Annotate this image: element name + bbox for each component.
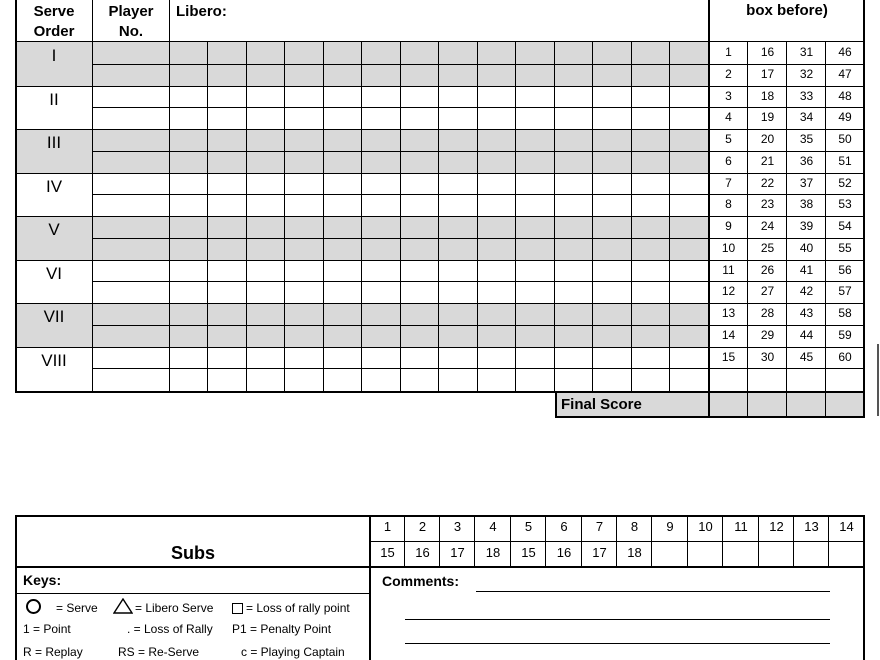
score-number: 22	[760, 175, 775, 190]
score-number: 12	[721, 284, 736, 299]
player-no-header-line1: Player	[108, 3, 154, 20]
score-grid-line	[709, 325, 864, 326]
score-number: 56	[838, 262, 852, 277]
grid-line	[477, 42, 478, 392]
grid-line	[93, 151, 709, 152]
subs-grid-line	[616, 515, 617, 567]
grid-line	[16, 216, 709, 217]
score-number: 6	[725, 153, 732, 168]
serve-order-label: I	[51, 46, 57, 65]
score-grid-line	[709, 151, 864, 152]
subs-number: 17	[450, 545, 465, 560]
grid-line	[207, 42, 208, 392]
score-number: 20	[760, 132, 775, 146]
subs-number: 16	[415, 545, 430, 560]
subs-number: 3	[453, 519, 462, 534]
header-divider	[92, 0, 93, 42]
subs-grid-line	[439, 515, 440, 567]
score-number: 32	[799, 66, 814, 81]
subs-number: 4	[489, 519, 497, 534]
subs-left-border	[15, 515, 17, 660]
subs-grid-line	[758, 515, 759, 567]
score-number: 1	[725, 45, 732, 59]
score-number: 19	[760, 110, 775, 125]
grid-line	[16, 173, 709, 174]
sheet-bottom-border	[15, 391, 865, 393]
serve-order-header	[16, 2, 92, 42]
keys-line	[16, 593, 370, 594]
grid-line	[669, 42, 670, 392]
score-number: 58	[838, 306, 852, 320]
score-number: 47	[838, 66, 852, 81]
square-icon	[232, 603, 243, 614]
score-number: 54	[838, 219, 852, 233]
subs-number: 14	[839, 519, 854, 534]
header-divider	[169, 0, 170, 42]
score-number: 46	[838, 45, 852, 59]
score-number: 42	[799, 284, 814, 299]
serve-order-header-line1: Serve	[33, 3, 75, 20]
grid-line	[16, 129, 709, 130]
score-number: 18	[760, 88, 775, 103]
final-score-border	[555, 392, 557, 418]
serve-order-label: II	[49, 89, 59, 109]
score-grid-line	[709, 238, 864, 239]
libero-label: Libero:	[176, 3, 227, 20]
score-number: 41	[799, 262, 814, 277]
grid-line	[93, 64, 709, 65]
serve-order-label: IV	[45, 176, 63, 196]
score-number: 29	[760, 327, 775, 342]
score-grid-line	[709, 173, 864, 174]
score-number: 37	[799, 175, 814, 190]
grid-line	[93, 325, 709, 326]
score-number: 45	[799, 349, 814, 364]
subs-grid-line	[793, 515, 794, 567]
score-grid-line	[709, 64, 864, 65]
header-bottom-line	[15, 41, 709, 42]
score-grid-line	[709, 86, 864, 87]
score-number: 28	[760, 306, 775, 320]
score-number: 9	[725, 219, 732, 233]
subs-grid-line	[474, 515, 475, 567]
score-number: 2	[725, 66, 732, 81]
score-number: 60	[838, 349, 852, 364]
grid-line	[16, 303, 709, 304]
score-number: 44	[799, 327, 814, 342]
subs-grid-line	[828, 515, 829, 567]
score-number: 59	[838, 327, 852, 342]
player-no-header-line2: No.	[118, 23, 144, 40]
serve-order-label: V	[48, 220, 60, 239]
score-header: box before)	[746, 2, 828, 19]
key-reserve: RS = Re-Serve	[118, 645, 200, 659]
score-grid-line	[709, 303, 864, 304]
edge-mark	[877, 344, 879, 416]
key-penalty-point: P1 = Penalty Point	[232, 622, 332, 636]
serve-order-label: III	[46, 133, 62, 152]
score-grid-line	[709, 347, 864, 348]
subs-number: 2	[418, 519, 427, 534]
score-number: 35	[799, 132, 814, 146]
score-number: 34	[799, 110, 814, 125]
score-grid-line	[709, 194, 864, 195]
subs-mid-line	[370, 541, 864, 542]
score-number: 21	[760, 153, 775, 168]
score-number: 5	[725, 132, 732, 146]
score-number: 13	[721, 306, 736, 320]
grid-line	[92, 42, 93, 392]
score-number: 4	[725, 110, 732, 125]
final-score-label: Final Score	[561, 396, 642, 413]
keys-title: Keys:	[23, 572, 62, 588]
grid-line	[246, 42, 247, 392]
score-number: 33	[799, 88, 814, 103]
score-divider	[708, 0, 710, 418]
serve-order-label: VI	[45, 263, 63, 283]
score-grid-line	[709, 216, 864, 217]
player-no-header	[93, 2, 169, 42]
score-number: 17	[760, 66, 775, 81]
grid-line	[16, 347, 709, 348]
subs-number: 15	[521, 545, 536, 560]
subs-grid-line	[687, 515, 688, 567]
final-score-border	[555, 416, 864, 418]
score-number: 55	[838, 240, 852, 255]
serve-order-header-line2: Order	[33, 23, 75, 40]
grid-line	[631, 42, 632, 392]
subs-number: 11	[734, 519, 748, 534]
score-number: 10	[721, 240, 736, 255]
serve-order-label: VII	[43, 307, 65, 326]
grid-line	[400, 42, 401, 392]
score-grid-line	[825, 42, 826, 418]
comment-line	[405, 619, 830, 620]
key-loss-of-rally: . = Loss of Rally	[127, 622, 213, 636]
score-grid-line	[709, 260, 864, 261]
subs-number: 9	[666, 519, 674, 534]
score-number: 25	[760, 240, 775, 255]
score-grid-line	[709, 281, 864, 282]
subs-number: 18	[485, 545, 501, 560]
subs-number: 16	[556, 545, 572, 560]
key-libero-serve: = Libero Serve	[135, 601, 214, 615]
subs-grid-line	[722, 515, 723, 567]
key-serve: = Serve	[56, 601, 98, 615]
subs-number: 7	[595, 519, 604, 534]
score-number: 51	[838, 153, 852, 168]
score-grid-line	[747, 42, 748, 418]
score-number: 50	[838, 132, 852, 146]
key-playing-captain: c = Playing Captain	[241, 645, 345, 659]
subs-grid-line	[404, 515, 405, 567]
score-number: 43	[799, 306, 814, 320]
score-grid-line	[709, 129, 864, 130]
score-number: 57	[838, 284, 852, 299]
score-number: 24	[760, 219, 775, 233]
grid-line	[592, 42, 593, 392]
score-number: 40	[799, 240, 814, 255]
sheet-left-border	[15, 0, 17, 393]
subs-grid-line	[545, 515, 546, 567]
subs-title: Subs	[170, 543, 215, 563]
score-grid-line	[709, 107, 864, 108]
grid-line	[361, 42, 362, 392]
score-number: 49	[838, 110, 852, 125]
serve-order-label: VIII	[41, 350, 67, 370]
score-number: 48	[838, 88, 852, 103]
subs-number: 15	[380, 545, 395, 560]
circle-icon	[26, 599, 41, 614]
score-number: 39	[799, 219, 814, 233]
score-number: 36	[799, 153, 814, 168]
grid-line	[515, 42, 516, 392]
subs-keys-divider	[369, 515, 371, 660]
score-number: 3	[725, 88, 732, 103]
subs-number: 18	[627, 545, 642, 560]
grid-line	[93, 368, 709, 369]
subs-grid-line	[510, 515, 511, 567]
grid-line	[93, 107, 709, 108]
score-number: 8	[725, 197, 732, 212]
subs-number: 6	[560, 519, 568, 534]
subs-number: 1	[383, 519, 392, 534]
subs-right-border	[863, 515, 865, 660]
score-number: 15	[721, 349, 736, 364]
subs-number: 13	[804, 519, 819, 534]
triangle-icon	[113, 598, 133, 614]
grid-line	[16, 260, 709, 261]
comments-label: Comments:	[382, 573, 460, 589]
score-number: 7	[725, 175, 732, 190]
grid-line	[284, 42, 285, 392]
score-number: 52	[838, 175, 852, 190]
comment-line	[476, 591, 830, 592]
score-number: 38	[799, 197, 814, 212]
key-loss-rally-point: = Loss of rally point	[246, 601, 350, 615]
subs-grid-line	[651, 515, 652, 567]
score-number: 14	[721, 327, 736, 342]
subs-number: 8	[630, 519, 639, 534]
subs-number: 12	[769, 519, 784, 534]
grid-line	[323, 42, 324, 392]
score-number: 27	[760, 284, 775, 299]
grid-line	[554, 42, 555, 392]
grid-line	[93, 238, 709, 239]
score-number: 26	[760, 262, 775, 277]
score-number: 16	[760, 45, 775, 59]
score-grid-line	[709, 368, 864, 369]
key-point: 1 = Point	[23, 622, 71, 636]
score-number: 53	[838, 197, 852, 212]
score-number: 31	[799, 45, 814, 59]
score-number: 30	[760, 349, 775, 364]
score-grid-line	[786, 42, 787, 418]
subs-number: 10	[698, 519, 713, 534]
subs-grid-line	[581, 515, 582, 567]
subs-number: 5	[524, 519, 533, 534]
sheet-right-border	[863, 0, 865, 418]
grid-line	[169, 42, 170, 392]
score-number: 11	[722, 262, 735, 277]
grid-line	[438, 42, 439, 392]
comment-line	[405, 643, 830, 644]
key-replay: R = Replay	[23, 645, 83, 659]
score-number: 23	[760, 197, 775, 212]
subs-number: 17	[592, 545, 607, 560]
grid-line	[93, 281, 709, 282]
grid-line	[93, 194, 709, 195]
grid-line	[16, 86, 709, 87]
